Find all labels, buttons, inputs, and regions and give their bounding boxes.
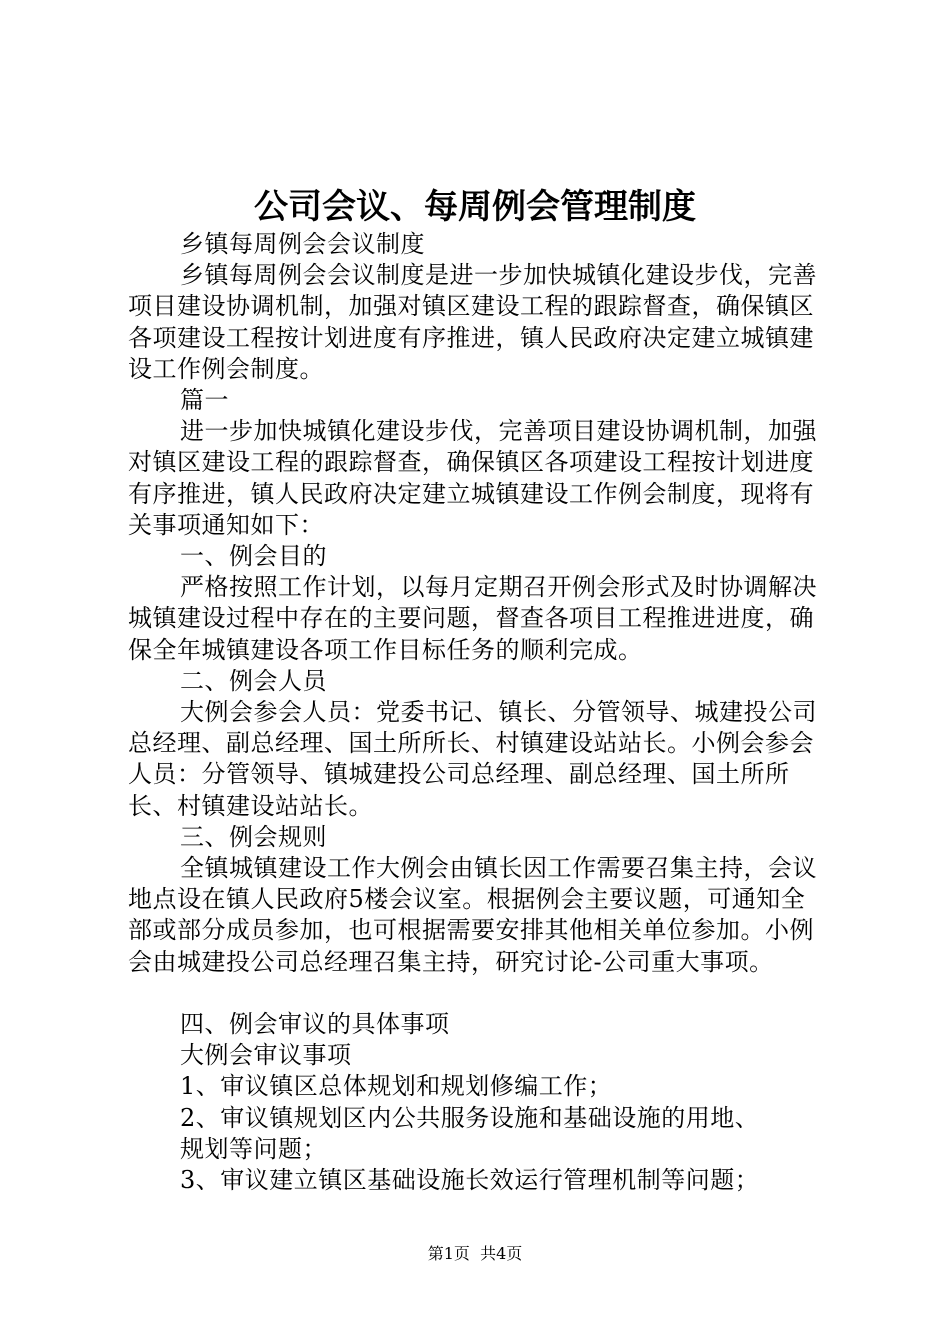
subheading-major-meeting: 大例会审议事项 [180,1041,352,1070]
page-total: 共4页 [480,1244,523,1263]
list-item-1: 1、审议镇区总体规划和规划修编工作； [180,1072,613,1101]
heading-review-items: 四、例会审议的具体事项 [180,1010,450,1039]
document-title: 公司会议、每周例会管理制度 [254,187,696,227]
paragraph-subtitle: 乡镇每周例会会议制度 [180,230,425,258]
heading-purpose: 一、例会目的 [180,542,327,571]
paragraph-purpose: 严格按照工作计划，以每月定期召开例会形式及时协调解决城镇建设过程中存在的主要问题，督查各项目工程推进进度，确保全年城镇建设各项工作目标任务的顺利完成。 [128,573,817,664]
paragraph-notice: 进一步加快城镇化建设步伐，完善项目建设协调机制，加强对镇区建设工程的跟踪督查，确保镇区各项建设工程按计划进度有序推进，镇人民政府决定建立城镇建设工作例会制度，现将有关事项通知如下： [128,417,817,539]
blank-line [128,978,828,1009]
list-item-2: 2、审议镇规划区内公共服务设施和基础设施的用地、 [180,1103,760,1132]
paragraph-section-label: 篇一 [180,386,229,415]
heading-rules: 三、例会规则 [180,822,327,851]
page-number: 第1页 [427,1244,470,1263]
paragraph-rules: 全镇城镇建设工作大例会由镇长因工作需要召集主持，会议地点设在镇人民政府5楼会议室。根据例会主要议题，可通知全部或部分成员参加，也可根据需要安排其他相关单位参加。小例会由城建投公司总经理召集主持，研究讨论-公司重大事项。 [128,854,817,976]
page-footer [0,1242,950,1266]
paragraph-intro: 乡镇每周例会会议制度是进一步加快城镇化建设步伐，完善项目建设协调机制，加强对镇区建设工程的跟踪督查，确保镇区各项建设工程按计划进度有序推进，镇人民政府决定建立城镇建设工作例会制度。 [128,261,817,383]
list-item-3: 3、审议建立镇区基础设施长效运行管理机制等问题； [180,1166,760,1195]
paragraph-attendees: 大例会参会人员：党委书记、镇长、分管领导、城建投公司总经理、副总经理、国土所所长、村镇建设站站长。小例会参会人员：分管领导、镇城建投公司总经理、副总经理、国土所所长、村镇建设站站长。 [128,698,817,820]
heading-attendees: 二、例会人员 [180,666,327,695]
list-item-2-continued: 规划等问题； [180,1134,327,1163]
document-body [128,229,828,1196]
